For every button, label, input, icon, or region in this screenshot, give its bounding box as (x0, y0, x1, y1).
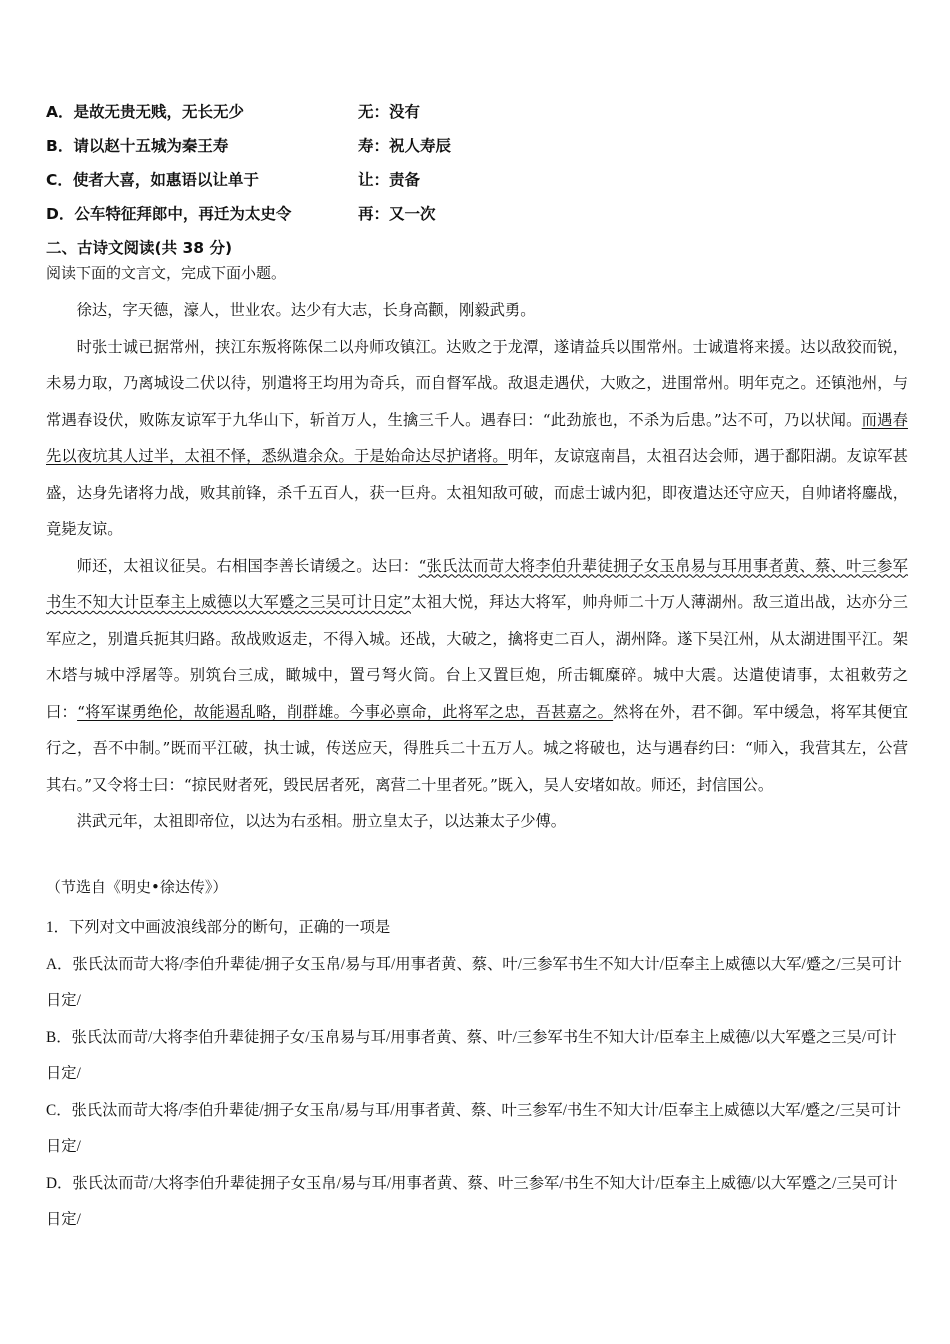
underlined-sentence: 而遇春先以夜坑其人过半，太祖不怿，悉纵遣余众。于是始命达尽护诸将。 (46, 410, 908, 465)
passage-paragraph-4: 洪武元年，太祖即帝位，以达为右丞相。册立皇太子，以达兼太子少傅。 (76, 812, 567, 830)
option-definition: 再：又一次 (358, 205, 436, 223)
option-row-d[interactable] (46, 200, 906, 234)
passage-text: 然将在外，君不御。军中缓急，将军其便宜行之，吾不中制。”既而平江破，执士诚，传送应天，得胜兵二十五万人。城之将破也，达与遇春约曰：“师入，我营其左，公营其右。”又令将士曰：“掠民财者死，毁民居者死，离营二十里者死。”既入，吴人安堵如故。师还，封信国公。 (46, 702, 908, 794)
option-sentence: D．公车特征拜郎中，再迁为太史令 (46, 205, 292, 223)
wavy-underlined-sentence: “张氏汰而苛大将李伯升辈徒拥子女玉帛易与耳用事者黄、蔡、叶三参军书生不知大计臣奉主上威德以大军蹙之三吴可计日定” (46, 556, 908, 611)
option-row-b[interactable] (46, 132, 906, 166)
option-definition: 无：没有 (358, 103, 421, 121)
option-definition: 让：责备 (358, 171, 421, 189)
underlined-sentence: “将军谋勇绝伦，故能遏乱略，削群雄。今事必禀命，此将军之忠，吾甚嘉之。 (77, 702, 614, 721)
option-list (46, 98, 906, 234)
passage-paragraph-2 (46, 329, 908, 548)
passage-text: 太祖大悦，拜达大将军，帅舟师二十万人薄湖州。敌三道出战，达亦分三军应之，别遣兵扼其归路。敌战败返走，不得入城。还战，大破之，擒将吏二百人，湖州降。遂下吴江州，从太湖进围平江。架木塔与城中浮屠等。别筑台三成，瞰城中，置弓弩火筒。台上又置巨炮，所击辄糜碎。城中大震。达遣使请事，太祖敕劳之曰： (46, 593, 908, 721)
option-sentence: B．请以赵十五城为秦王寿 (46, 137, 229, 155)
choice-a[interactable]: A．张氏汰而苛大将/李伯升辈徒/拥子女玉帛/易与耳/用事者黄、蔡、叶/三参军书生不知大计/臣奉主上威德以大军/蹙之/三吴可计日定/ (46, 955, 902, 1009)
passage-paragraph-1: 徐达，字天德，濠人，世业农。达少有大志，长身高颧，刚毅武勇。 (76, 301, 536, 319)
passage-text: 时张士诚已据常州，挟江东叛将陈保二以舟师攻镇江。达败之于龙潭，遂请益兵以围常州。士诚遣将来援。达以敌狡而锐，未易力取，乃离城设二伏以待，别遣将王均用为奇兵，而自督军战。敌退走遇伏，大败之，进围常州。明年克之。还镇池州，与常遇春设伏，败陈友谅军于九华山下，斩首万人，生擒三千人。遇春曰：“此劲旅也，不杀为后患。”达不可，乃以状闻。 (46, 337, 908, 429)
option-sentence: A．是故无贵无贱，无长无少 (46, 103, 244, 121)
choice-d[interactable]: D．张氏汰而苛/大将李伯升辈徒拥子女玉帛/易与耳/用事者黄、蔡、叶三参军/书生不知大计/臣奉主上威德/以大军蹙之/三吴可计日定/ (46, 1174, 898, 1228)
option-row-a[interactable] (46, 98, 906, 132)
option-sentence: C．使者大喜，如惠语以让单于 (46, 171, 259, 189)
choice-b[interactable]: B．张氏汰而苛/大将李伯升辈徒拥子女/玉帛易与耳/用事者黄、蔡、叶/三参军书生不知大计/臣奉主上威德/以大军蹙之三吴/可计日定/ (46, 1028, 897, 1082)
question-1 (46, 910, 908, 1239)
passage-paragraph-3 (46, 548, 908, 804)
section-title: 二、古诗文阅读(共 38 分) (46, 239, 233, 257)
classical-passage (46, 292, 908, 840)
option-definition: 寿：祝人寿辰 (358, 137, 452, 155)
option-row-c[interactable] (46, 166, 906, 200)
question-stem: 1．下列对文中画波浪线部分的断句，正确的一项是 (46, 919, 391, 936)
choice-c[interactable]: C．张氏汰而苛大将/李伯升辈徒/拥子女玉帛/易与耳/用事者黄、蔡、叶三参军/书生不知大计/臣奉主上威德以大军/蹙之/三吴可计日定/ (46, 1101, 901, 1155)
section-instruction: 阅读下面的文言文，完成下面小题。 (46, 264, 287, 282)
passage-text: 师还，太祖议征吴。右相国李善长请缓之。达曰： (76, 556, 419, 575)
passage-text: 明年，友谅寇南昌，太祖召达会师，遇于鄱阳湖。友谅军甚盛，达身先诸将力战，败其前锋，杀千五百人，获一巨舟。太祖知敌可破，而虑士诚内犯，即夜遣达还守应天，自帅诸将鏖战，竟毙友谅。 (46, 447, 908, 538)
passage-source: （节选自《明史•徐达传》） (46, 878, 228, 896)
